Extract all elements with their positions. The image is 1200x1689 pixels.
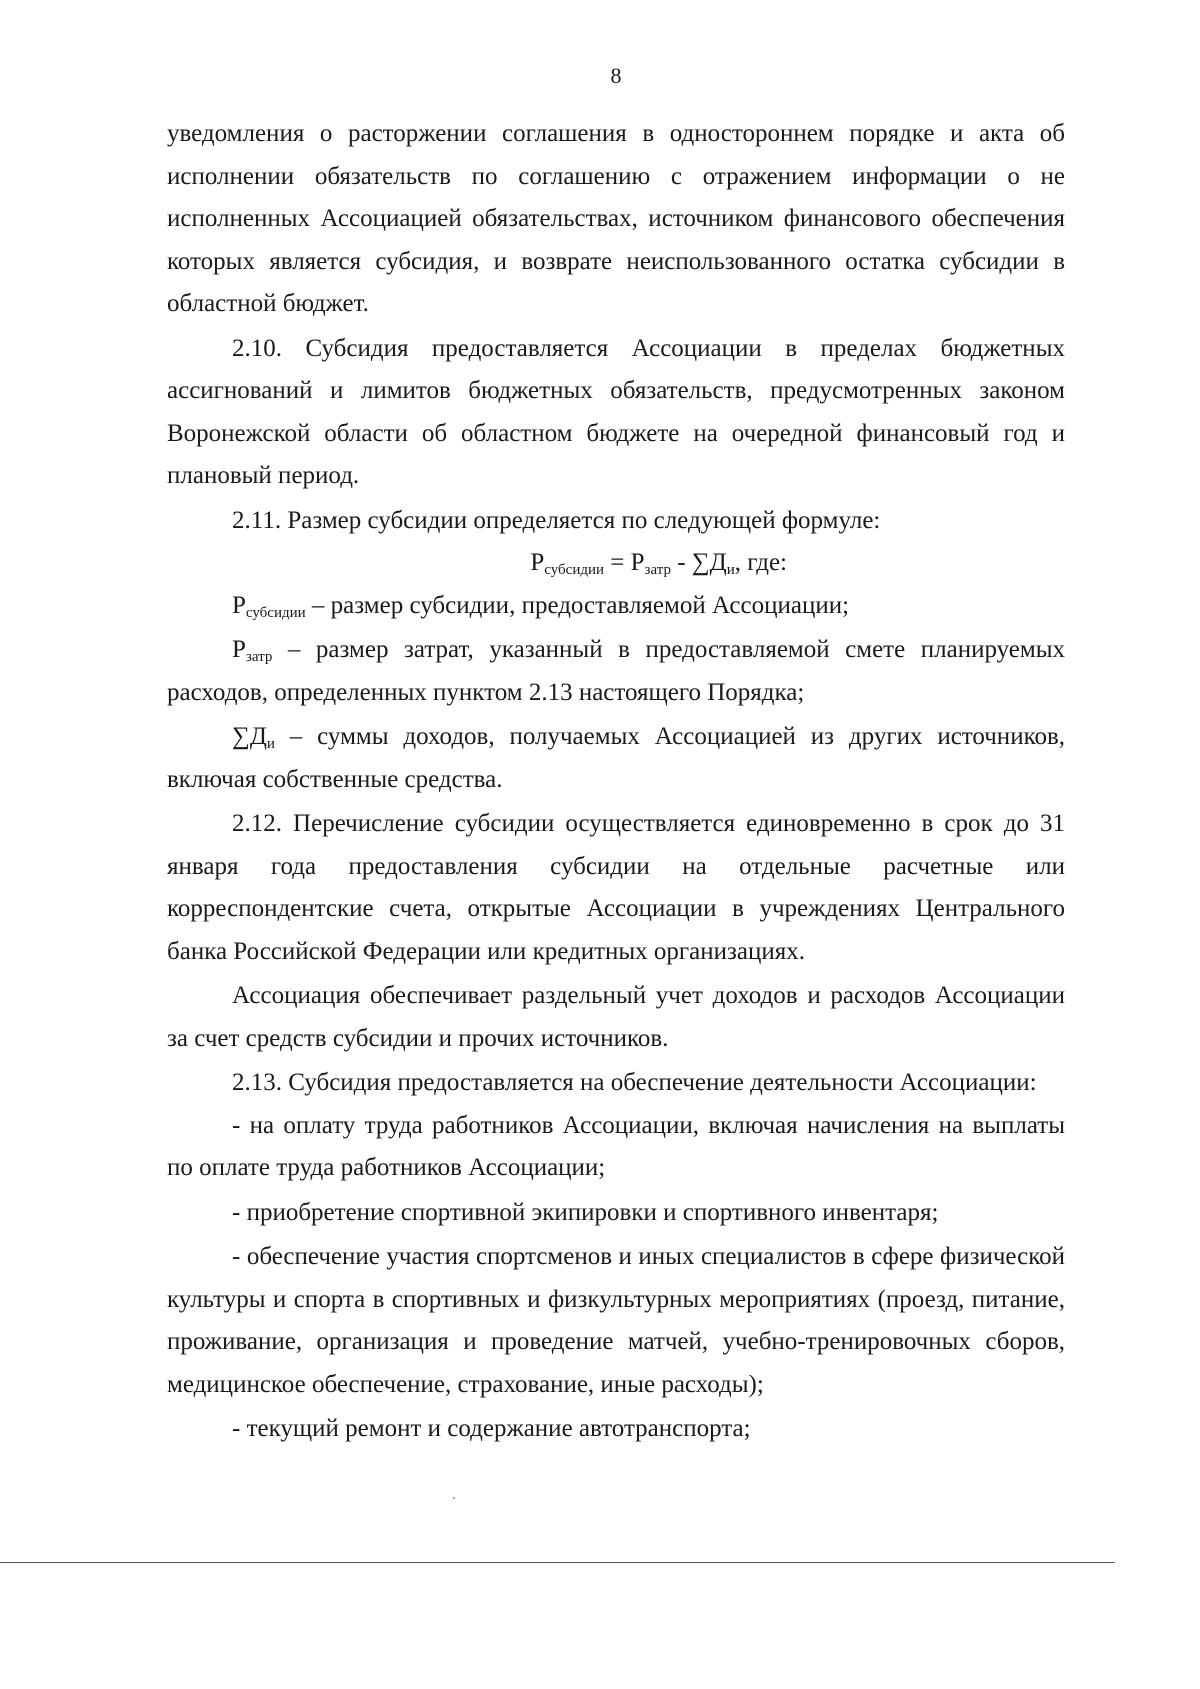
scan-speck <box>453 1497 455 1499</box>
formula-subscript-subsidy: субсидии <box>544 562 605 578</box>
paragraph-2-11: 2.11. Размер субсидии определяется по следующей формуле: <box>232 506 881 534</box>
list-item-participation: - обеспечение участия спортсменов и иных специалистов в сфере физической культуры и спорта в спортивных и физкультурных мероприятиях (проезд, питание, проживание, организация и проведение матчей, учебно-тренировочных сборов, медицинское обеспечение, страхование, иные расходы); <box>167 1243 1065 1398</box>
definition-subsidy-subscript: субсидии <box>245 604 306 621</box>
list-item-equipment: - приобретение спортивной экипировки и спортивного инвентаря; <box>232 1198 939 1226</box>
definition-costs <box>167 629 1065 714</box>
formula-subscript-income: и <box>726 562 735 578</box>
paragraph-accounting: Ассоциация обеспечивает раздельный учет доходов и расходов Ассоциации за счет средств субсидии и прочих источников. <box>167 982 1065 1052</box>
definition-subsidy-letter: Р <box>232 591 246 619</box>
formula-equals: = Р <box>604 549 645 576</box>
bottom-edge-line <box>0 1562 1115 1563</box>
page-number: 8 <box>610 63 622 88</box>
paragraph-2-12: 2.12. Перечисление субсидии осуществляется единовременно в срок до 31 января года предоставления субсидии на отдельные расчетные или корреспондентские счета, открытые Ассоциации в учреждениях Центрального банка Российской Федерации или кредитных организациях. <box>167 810 1065 965</box>
list-item-labor: - на оплату труда работников Ассоциации, включая начисления на выплаты по оплате труда работников Ассоциации; <box>167 1111 1065 1181</box>
subsidy-formula <box>167 542 1065 585</box>
document-body <box>167 113 1065 1451</box>
definition-subsidy-text: – размер субсидии, предоставляемой Ассоциации; <box>305 591 850 619</box>
definition-costs-subscript: затр <box>245 649 273 665</box>
list-item-vehicles: - текущий ремонт и содержание автотранспорта; <box>232 1415 751 1442</box>
definition-income-subscript: и <box>266 736 275 752</box>
definition-costs-text: – размер затрат, указанный в предоставляемой смете планируемых расходов, определенных пунктом 2.13 настоящего Порядка; <box>167 636 1065 706</box>
formula-minus-sum: - ∑Д <box>670 549 727 576</box>
paragraph-2-13: 2.13. Субсидия предоставляется на обеспечение деятельности Ассоциации: <box>232 1069 1037 1096</box>
paragraph-continuation: уведомления о расторжении соглашения в одностороннем порядке и акта об исполнении обязательств по соглашению с отражением информации о не исполненных Ассоциацией обязательствах, источником финансового обеспечения которых является субсидия, и возврате неиспользованного остатка субсидии в областной бюджет. <box>167 120 1065 317</box>
formula-tail: , где: <box>734 549 787 576</box>
definition-income-letter: ∑Д <box>232 723 267 750</box>
definition-subsidy <box>167 585 1065 628</box>
formula-p-letter: Р <box>530 549 545 576</box>
definition-costs-letter: Р <box>232 636 246 663</box>
paragraph-2-10: 2.10. Субсидия предоставляется Ассоциации в пределах бюджетных ассигнований и лимитов бюджетных обязательств, предусмотренных законом Воронежской области об областном бюджете на очередной финансовый год и плановый период. <box>167 334 1065 489</box>
formula-subscript-costs: затр <box>644 562 671 578</box>
definition-income-text: – суммы доходов, получаемых Ассоциацией из других источников, включая собственные средства. <box>167 723 1065 793</box>
definition-income <box>167 716 1065 801</box>
